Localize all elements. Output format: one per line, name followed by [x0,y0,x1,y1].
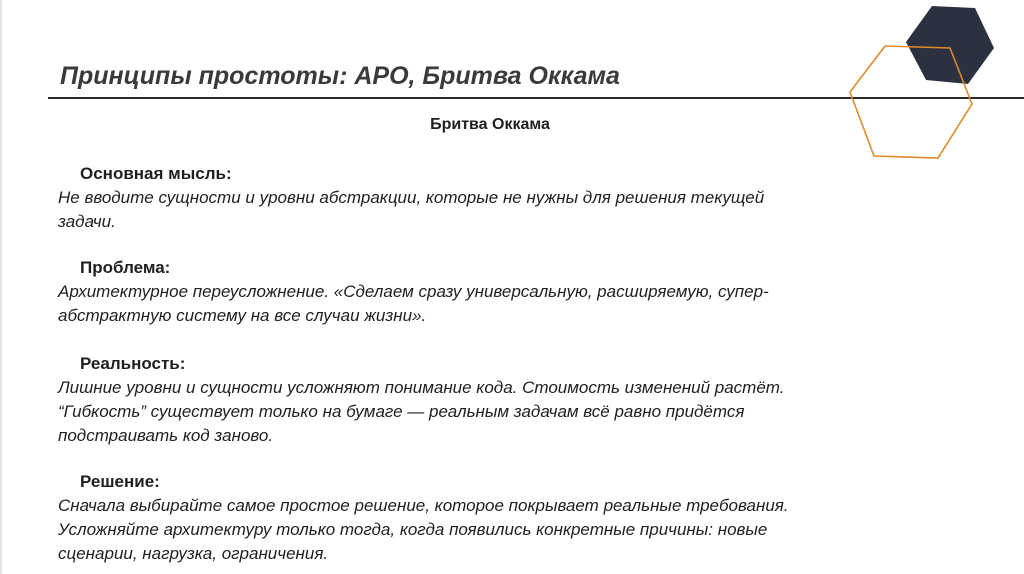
section-reality [58,352,938,448]
section-line: Архитектурное переусложнение. «Сделаем сразу универсальную, расширяемую, супер- [58,282,769,301]
section-line: Сначала выбирайте самое простое решение, которое покрывает реальные требования. [58,496,789,515]
section-line: Не вводите сущности и уровни абстракции, которые не нужны для решения текущей [58,188,765,207]
section-heading: Решение: [80,472,160,491]
section-line: Лишние уровни и сущности усложняют понимание кода. Стоимость изменений растёт. [58,378,785,397]
section-line: подстраивать код заново. [58,426,274,445]
section-subtitle: Бритва Оккама [430,116,550,133]
slide-title: Принципы простоты: АРО, Бритва Оккама [60,62,620,90]
section-line: “Гибкость” существует только на бумаге — реальным задачам всё равно придётся [58,402,745,421]
hexagon-decoration [840,0,1024,170]
slide-left-edge [0,0,2,574]
section-line: задачи. [58,212,116,231]
dark-hexagon-icon [906,6,994,84]
section-main-idea [58,162,938,234]
section-line: абстрактную систему на все случаи жизни». [58,306,427,325]
section-heading: Основная мысль: [80,164,232,183]
section-line: Усложняйте архитектуру только тогда, когда появились конкретные причины: новые [58,520,768,539]
section-line: сценарии, нагрузка, ограничения. [58,544,329,563]
section-heading: Проблема: [80,258,171,277]
section-solution [58,470,938,566]
section-heading: Реальность: [80,354,186,373]
section-problem [58,256,938,328]
